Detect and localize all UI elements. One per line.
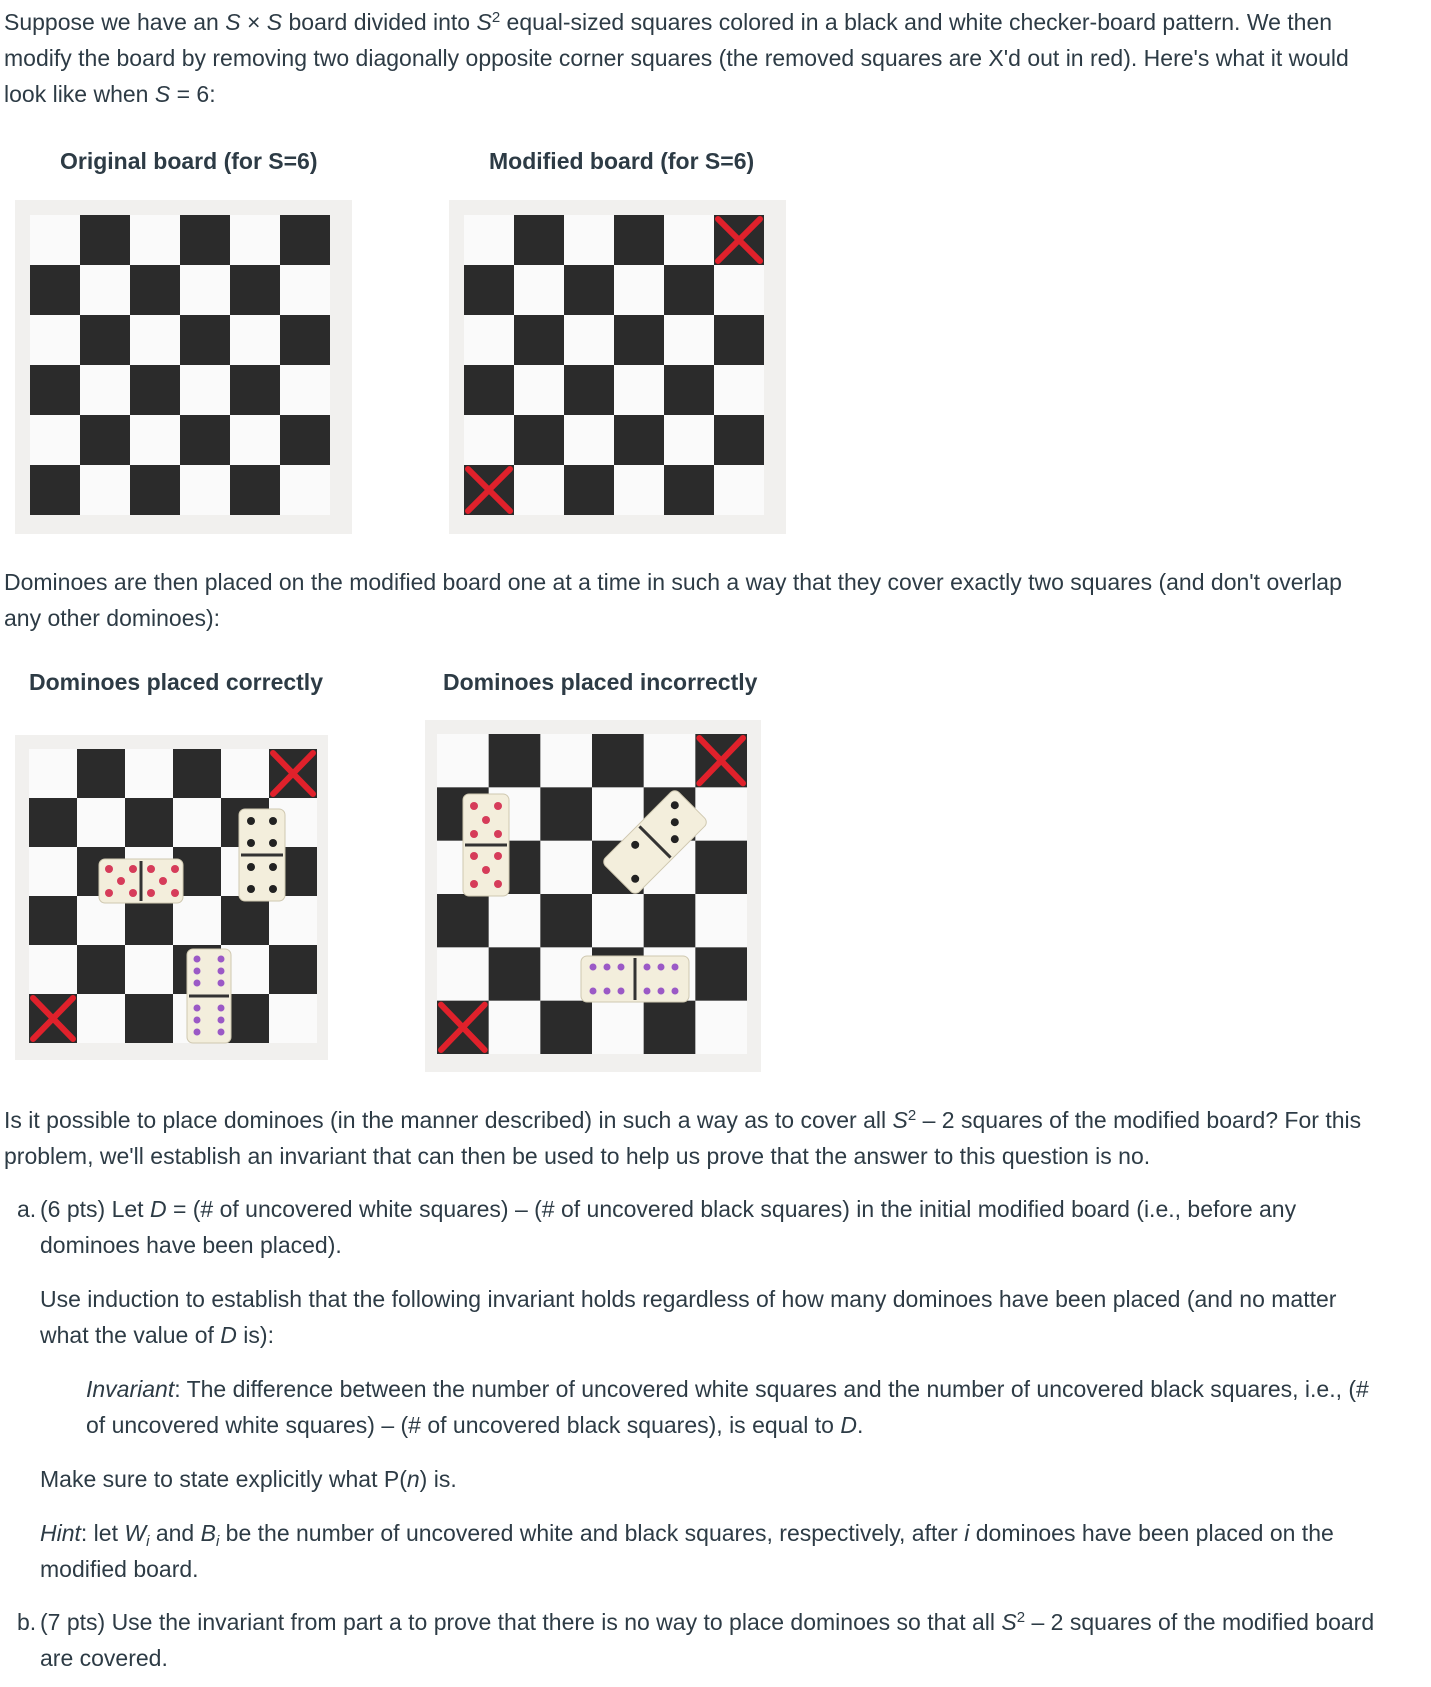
board-svg	[15, 735, 328, 1060]
board-square-dark	[173, 749, 221, 798]
board-square-dark	[644, 894, 696, 947]
board-square-dark	[614, 215, 664, 265]
intro-text: equal-sized squares colored in a black and white checker-board pattern. We then	[500, 9, 1333, 35]
part-b-label: b.	[17, 1609, 37, 1635]
board-square-dark	[664, 465, 714, 515]
question-text: – 2 squares of the modified board? For this	[916, 1107, 1362, 1133]
board-square-dark	[614, 315, 664, 365]
part-b-text: – 2 squares of the modified board	[1025, 1609, 1375, 1635]
part-b-text: are covered.	[40, 1645, 168, 1671]
invariant-statement	[86, 1371, 1369, 1443]
board-square-dark	[644, 1001, 696, 1054]
board-square-dark	[221, 896, 269, 945]
board-square-dark	[280, 215, 330, 265]
part-a-statement	[40, 1191, 1296, 1263]
board-square-dark	[464, 365, 514, 415]
domino-horizontal-purple	[581, 956, 689, 1002]
induction-text: what the value of	[40, 1322, 221, 1348]
board-square-dark	[130, 365, 180, 415]
hint-text: and	[149, 1520, 201, 1546]
var-w: W	[124, 1520, 147, 1546]
invariant-text: : The difference between the number of uncovered white squares and the number of uncovered black squares, i.e., (#	[174, 1376, 1369, 1402]
board-square-dark	[664, 365, 714, 415]
intro-text: Suppose we have an	[4, 9, 226, 35]
induction-text: is):	[236, 1322, 274, 1348]
dominoes-text: any other dominoes):	[4, 605, 221, 631]
var-i: i	[964, 1520, 970, 1546]
part-a-text: dominoes have been placed).	[40, 1232, 342, 1258]
invariant-label: Invariant	[86, 1376, 175, 1402]
board-square-dark	[540, 1001, 592, 1054]
board-square-dark	[564, 265, 614, 315]
board-square-dark	[540, 787, 592, 840]
var-s: S	[154, 81, 171, 107]
board-square-dark	[230, 465, 280, 515]
exponent: 2	[907, 1107, 917, 1124]
board-square-dark	[180, 415, 230, 465]
board-grid	[30, 215, 330, 515]
var-b: B	[200, 1520, 216, 1546]
intro-paragraph	[4, 4, 1349, 112]
var-s: S	[266, 9, 283, 35]
board-square-dark	[664, 265, 714, 315]
board-square-dark	[30, 365, 80, 415]
correct-placement-image	[15, 735, 328, 1060]
intro-text: = 6:	[170, 81, 216, 107]
original-board-image	[15, 200, 352, 534]
domino-vertical-purple	[187, 949, 231, 1043]
hint-label: Hint	[40, 1520, 81, 1546]
hint-text: be the number of uncovered white and black squares, respectively, after	[219, 1520, 965, 1546]
modified-board-image	[449, 200, 786, 534]
domino-vertical-black	[239, 809, 285, 901]
board-grid	[29, 749, 317, 1043]
question-text: Is it possible to place dominoes (in the manner described) in such a way as to cover all	[4, 1107, 893, 1133]
dominoes-paragraph	[4, 564, 1342, 636]
state-text: Make sure to state explicitly what P(	[40, 1466, 407, 1492]
var-s: S	[225, 9, 241, 35]
intro-text: look like when	[4, 81, 155, 107]
domino-horizontal-red	[99, 859, 183, 903]
board-square-dark	[714, 415, 764, 465]
exponent: 2	[1016, 1609, 1026, 1626]
state-text: ) is.	[419, 1466, 457, 1492]
board-square-dark	[180, 215, 230, 265]
board-square-dark	[269, 945, 317, 994]
hint-paragraph	[40, 1515, 1334, 1587]
times-sign: ×	[240, 9, 267, 35]
subscript-i: i	[215, 1533, 220, 1550]
question-paragraph	[4, 1102, 1361, 1174]
board-square-dark	[564, 465, 614, 515]
board-svg	[15, 200, 352, 534]
board-square-dark	[80, 415, 130, 465]
hint-text: dominoes have been placed on the	[969, 1520, 1334, 1546]
board-square-dark	[80, 215, 130, 265]
induction-instruction	[40, 1281, 1336, 1353]
board-square-dark	[464, 265, 514, 315]
var-s: S	[892, 1107, 908, 1133]
board-square-dark	[130, 465, 180, 515]
part-a-text: (6 pts) Let	[40, 1196, 150, 1222]
board-square-dark	[514, 215, 564, 265]
part-b-text: (7 pts) Use the invariant from part a to prove that there is no way to place dominoes so that all	[40, 1609, 1002, 1635]
board-square-dark	[489, 734, 541, 787]
board-square-dark	[695, 947, 747, 1000]
invariant-text: of uncovered white squares) – (# of uncovered black squares), is equal to	[86, 1412, 841, 1438]
board-square-dark	[125, 798, 173, 847]
board-square-dark	[180, 315, 230, 365]
board-square-dark	[592, 734, 644, 787]
induction-text: Use induction to establish that the following invariant holds regardless of how many dominoes have been placed (and no matter	[40, 1286, 1337, 1312]
var-n: n	[406, 1466, 420, 1492]
board-svg	[449, 200, 786, 534]
hint-text: modified board.	[40, 1556, 199, 1582]
board-square-dark	[514, 415, 564, 465]
hint-text: : let	[80, 1520, 125, 1546]
board-square-dark	[514, 315, 564, 365]
incorrect-placement-image	[425, 720, 761, 1072]
board-square-dark	[540, 894, 592, 947]
board-square-dark	[280, 315, 330, 365]
var-d: D	[220, 1322, 237, 1348]
board-square-dark	[77, 749, 125, 798]
var-d: D	[840, 1412, 857, 1438]
board-svg	[425, 720, 761, 1072]
board-grid	[437, 734, 747, 1054]
caption-modified-board: Modified board (for S=6)	[489, 148, 755, 174]
board-square-dark	[489, 947, 541, 1000]
domino-vertical-red	[463, 794, 509, 896]
state-p-instruction	[40, 1461, 457, 1497]
dominoes-text: Dominoes are then placed on the modified board one at a time in such a way that they cover exactly two squares (and don't overlap	[4, 569, 1342, 595]
board-square-dark	[130, 265, 180, 315]
part-b-statement	[40, 1604, 1374, 1676]
board-square-dark	[29, 798, 77, 847]
board-square-dark	[695, 841, 747, 894]
var-s: S	[476, 9, 492, 35]
intro-text: board divided into	[282, 9, 477, 35]
board-square-dark	[77, 945, 125, 994]
intro-text: modify the board by removing two diagonally opposite corner squares (the removed squares are X'd out in red). Here's what it would	[4, 45, 1349, 71]
board-square-dark	[230, 265, 280, 315]
board-square-dark	[125, 994, 173, 1043]
board-square-dark	[564, 365, 614, 415]
board-square-dark	[30, 465, 80, 515]
invariant-text: .	[856, 1412, 864, 1438]
board-square-dark	[714, 315, 764, 365]
var-d: D	[149, 1196, 167, 1222]
caption-correct-placement: Dominoes placed correctly	[29, 669, 323, 695]
caption-original-board: Original board (for S=6)	[60, 148, 318, 174]
var-s: S	[1001, 1609, 1017, 1635]
board-square-dark	[437, 894, 489, 947]
board-square-dark	[80, 315, 130, 365]
caption-incorrect-placement: Dominoes placed incorrectly	[443, 669, 758, 695]
part-a-label: a.	[17, 1196, 37, 1222]
subscript-i: i	[146, 1533, 150, 1550]
board-grid	[464, 215, 764, 515]
board-square-dark	[280, 415, 330, 465]
board-square-dark	[230, 365, 280, 415]
exponent: 2	[491, 9, 501, 26]
question-text: problem, we'll establish an invariant that can then be used to help us prove that the answer to this question is no.	[4, 1143, 1151, 1169]
part-a-text: = (# of uncovered white squares) – (# of uncovered black squares) in the initial modified board (i.e., before any	[166, 1196, 1297, 1222]
board-square-dark	[29, 896, 77, 945]
board-square-dark	[30, 265, 80, 315]
board-square-dark	[614, 415, 664, 465]
